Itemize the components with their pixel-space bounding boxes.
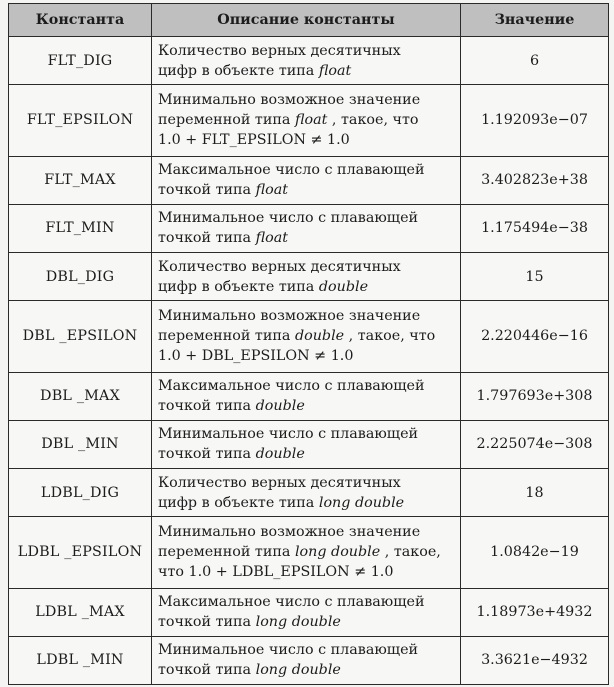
table-body [9, 37, 609, 685]
description-line [158, 61, 454, 81]
table-row [9, 252, 609, 300]
description-text: что 1.0 + LDBL_EPSILON ≠ 1.0 [158, 564, 394, 581]
table-row [9, 420, 609, 468]
type-name: double [255, 398, 305, 415]
type-name: float [318, 62, 352, 79]
table-row [9, 301, 609, 373]
description-text: Минимально возможное значение [158, 92, 421, 109]
constant-name: DBL _MAX [9, 372, 152, 420]
description-text: 1.0 + DBL_EPSILON ≠ 1.0 [158, 348, 354, 365]
type-name: long double [255, 662, 341, 679]
description-line [158, 493, 454, 513]
description-text: цифр в объекте типа [158, 494, 319, 511]
description-text: Максимальное число с плавающей [158, 162, 425, 179]
description-text: Количество верных десятичных [158, 474, 401, 491]
constant-name: LDBL _MAX [9, 588, 152, 636]
type-name: double [294, 328, 345, 345]
table-row [9, 636, 609, 684]
constant-name: FLT_DIG [9, 37, 152, 85]
table-row [9, 588, 609, 636]
constant-value: 1.175494e−38 [461, 204, 609, 252]
type-name: long double [294, 544, 381, 561]
description-line [158, 130, 454, 150]
description-line [158, 41, 454, 61]
table-row [9, 468, 609, 516]
table-row [9, 517, 609, 589]
description-line [158, 376, 454, 396]
constant-value: 2.220446e−16 [461, 301, 609, 373]
description-line [158, 306, 454, 326]
description-line [158, 110, 454, 130]
type-name: long double [318, 494, 405, 511]
table-row [9, 37, 609, 85]
description-text: точкой типа [158, 182, 256, 199]
description-line [158, 542, 454, 562]
description-line [158, 444, 454, 464]
constant-value: 1.18973e+4932 [461, 588, 609, 636]
description-text: Максимальное число с плавающей [158, 594, 425, 611]
constant-value: 3.402823e+38 [461, 156, 609, 204]
description-line [158, 612, 454, 632]
constant-name: DBL _EPSILON [9, 301, 152, 373]
description-text: Минимальное число с плавающей [158, 210, 419, 227]
constant-value: 3.3621e−4932 [461, 636, 609, 684]
constant-value: 6 [461, 37, 609, 85]
description-line [158, 424, 454, 444]
constants-table [8, 3, 609, 685]
description-text: точкой типа [158, 614, 256, 631]
constant-description [152, 372, 461, 420]
constant-name: FLT_EPSILON [9, 85, 152, 157]
description-line [158, 640, 454, 660]
description-line [158, 90, 454, 110]
header-value: Значение [461, 4, 609, 37]
type-name: double [318, 278, 369, 295]
constant-value: 15 [461, 252, 609, 300]
table-row [9, 204, 609, 252]
type-name: float [255, 182, 289, 199]
header-description: Описание константы [152, 4, 461, 37]
description-line [158, 326, 454, 346]
table-row [9, 156, 609, 204]
description-text: Количество верных десятичных [158, 42, 401, 59]
constant-description [152, 156, 461, 204]
type-name: float [255, 230, 289, 247]
description-line [158, 396, 454, 416]
description-text: точкой типа [158, 398, 256, 415]
constant-name: LDBL_DIG [9, 468, 152, 516]
constant-description [152, 636, 461, 684]
header-row [9, 4, 609, 37]
constant-description [152, 420, 461, 468]
constant-name: LDBL _MIN [9, 636, 152, 684]
description-text: цифр в объекте типа [158, 278, 319, 295]
table-row [9, 372, 609, 420]
constant-value: 1.0842e−19 [461, 517, 609, 589]
constant-value: 1.192093e−07 [461, 85, 609, 157]
constant-description [152, 517, 461, 589]
constant-name: FLT_MAX [9, 156, 152, 204]
description-line [158, 208, 454, 228]
type-name: float [294, 112, 328, 129]
header-constant: Константа [9, 4, 152, 37]
description-line [158, 277, 454, 297]
constant-name: DBL_DIG [9, 252, 152, 300]
constant-description [152, 588, 461, 636]
description-text: цифр в объекте типа [158, 62, 319, 79]
type-name: long double [255, 614, 341, 631]
constant-name: FLT_MIN [9, 204, 152, 252]
description-text: переменной типа [158, 544, 295, 561]
description-line [158, 473, 454, 493]
description-text: Минимально возможное значение [158, 308, 421, 325]
constant-value: 18 [461, 468, 609, 516]
description-text: точкой типа [158, 662, 256, 679]
table-row [9, 85, 609, 157]
constant-value: 1.797693e+308 [461, 372, 609, 420]
description-text: , такое, что [327, 112, 419, 129]
type-name: double [255, 446, 305, 463]
description-line [158, 660, 454, 680]
description-text: точкой типа [158, 230, 256, 247]
description-line [158, 228, 454, 248]
description-text: Количество верных десятичных [158, 258, 401, 275]
constant-name: LDBL _EPSILON [9, 517, 152, 589]
constant-value: 2.225074e−308 [461, 420, 609, 468]
constant-description [152, 85, 461, 157]
constant-description [152, 37, 461, 85]
description-line [158, 257, 454, 277]
description-line [158, 592, 454, 612]
constant-description [152, 204, 461, 252]
description-text: переменной типа [158, 112, 295, 129]
description-text: , такое, что [344, 328, 436, 345]
description-text: переменной типа [158, 328, 295, 345]
description-text: Минимальное число с плавающей [158, 642, 419, 659]
description-text: 1.0 + FLT_EPSILON ≠ 1.0 [158, 132, 350, 149]
description-text: Минимальное число с плавающей [158, 426, 419, 443]
constant-name: DBL _MIN [9, 420, 152, 468]
description-text: Минимально возможное значение [158, 524, 421, 541]
description-text: , такое, [380, 544, 441, 561]
description-line [158, 160, 454, 180]
description-text: Максимальное число с плавающей [158, 378, 425, 395]
description-line [158, 346, 454, 366]
constant-description [152, 301, 461, 373]
description-line [158, 522, 454, 542]
constant-description [152, 252, 461, 300]
description-text: точкой типа [158, 446, 256, 463]
description-line [158, 180, 454, 200]
constant-description [152, 468, 461, 516]
description-line [158, 562, 454, 582]
